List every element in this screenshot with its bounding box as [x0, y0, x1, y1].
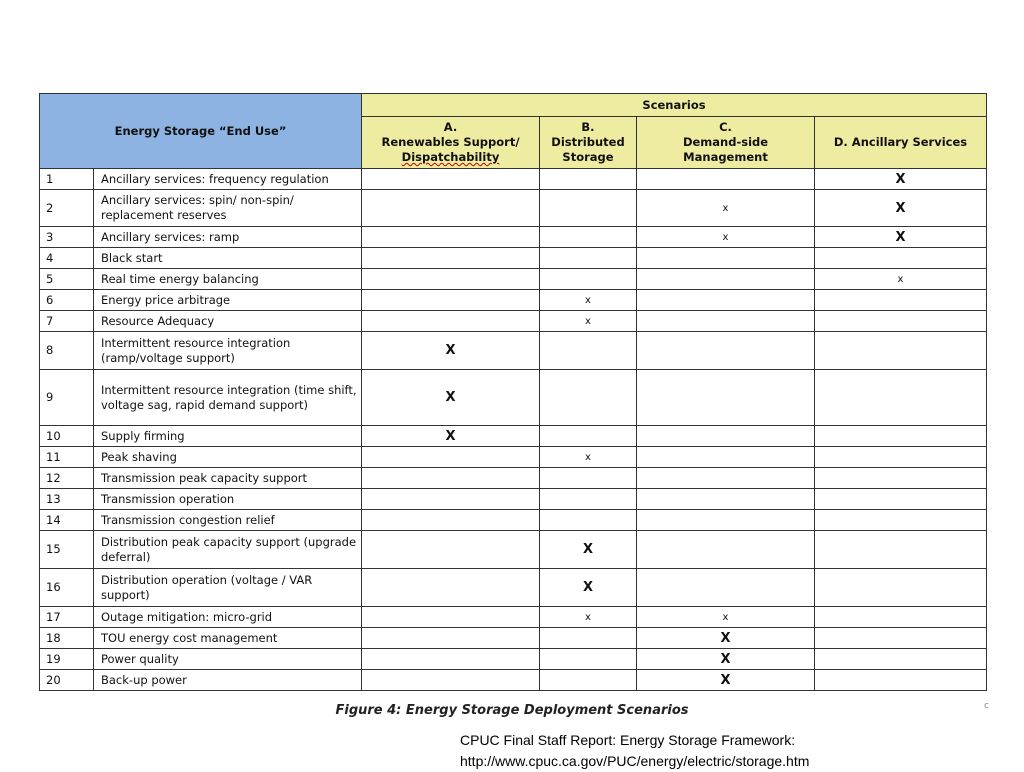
end-use-label: Outage mitigation: micro-grid	[94, 607, 362, 628]
scenario-cell-a	[362, 468, 540, 489]
scenario-cell-c	[637, 227, 815, 248]
scenario-column-header	[815, 117, 987, 169]
scenario-cell-b	[540, 269, 637, 290]
energy-storage-table	[39, 93, 987, 691]
scenario-cell-b	[540, 489, 637, 510]
end-use-label: Transmission operation	[94, 489, 362, 510]
check-mark: X	[445, 343, 456, 358]
table-row	[40, 531, 987, 569]
table-row	[40, 489, 987, 510]
scenario-cell-d	[815, 649, 987, 670]
check-mark: X	[720, 630, 731, 646]
scenario-cell-d	[815, 607, 987, 628]
table-row	[40, 426, 987, 447]
scenario-header-line: C.	[719, 120, 732, 134]
end-use-label: Transmission peak capacity support	[94, 468, 362, 489]
scenario-cell-c	[637, 649, 815, 670]
table-row	[40, 248, 987, 269]
check-mark: X	[895, 229, 906, 245]
scenario-cell-a	[362, 607, 540, 628]
scenario-cell-b	[540, 670, 637, 691]
scenario-cell-b	[540, 569, 637, 607]
row-number: 11	[40, 447, 94, 468]
scenario-cell-b	[540, 628, 637, 649]
scenario-cell-c	[637, 447, 815, 468]
scenario-cell-c	[637, 670, 815, 691]
scenario-cell-b	[540, 227, 637, 248]
scenario-cell-c	[637, 290, 815, 311]
scenario-cell-a	[362, 332, 540, 370]
check-mark: x	[585, 452, 591, 463]
table-row	[40, 169, 987, 190]
end-use-label: Intermittent resource integration (ramp/voltage support)	[94, 332, 362, 370]
scenario-cell-d	[815, 269, 987, 290]
table-row	[40, 628, 987, 649]
check-mark: X	[582, 580, 594, 595]
table-row	[40, 468, 987, 489]
source-line-2: http://www.cpuc.ca.gov/PUC/energy/electric/storage.htm	[460, 753, 810, 769]
source-citation	[460, 730, 809, 772]
scenario-column-header	[362, 117, 540, 169]
scenario-cell-d	[815, 628, 987, 649]
row-number: 13	[40, 489, 94, 510]
row-number: 12	[40, 468, 94, 489]
table-row	[40, 447, 987, 468]
check-mark: X	[895, 200, 906, 216]
table-row	[40, 670, 987, 691]
scenario-cell-a	[362, 628, 540, 649]
end-use-label: Supply firming	[94, 426, 362, 447]
figure-caption: Figure 4: Energy Storage Deployment Scenarios	[335, 703, 689, 718]
check-mark: X	[445, 390, 456, 405]
scenario-cell-c	[637, 426, 815, 447]
table-row	[40, 290, 987, 311]
scenario-cell-a	[362, 670, 540, 691]
scenario-cell-a	[362, 370, 540, 426]
end-use-label: Ancillary services: frequency regulation	[94, 169, 362, 190]
scenario-cell-d	[815, 227, 987, 248]
row-number: 3	[40, 227, 94, 248]
scenario-cell-a	[362, 269, 540, 290]
end-use-label: TOU energy cost management	[94, 628, 362, 649]
scenario-cell-d	[815, 169, 987, 190]
scenario-cell-d	[815, 468, 987, 489]
scenario-cell-b	[540, 248, 637, 269]
table-row	[40, 649, 987, 670]
scenario-cell-d	[815, 370, 987, 426]
scenario-cell-c	[637, 489, 815, 510]
scenario-header-line: A.	[443, 120, 458, 134]
scenario-cell-d	[815, 510, 987, 531]
row-number: 15	[40, 531, 94, 569]
scenario-cell-b	[540, 190, 637, 227]
scenario-cell-b	[540, 290, 637, 311]
scenario-cell-a	[362, 290, 540, 311]
table-body	[40, 169, 987, 691]
corner-mark: c	[984, 701, 989, 711]
row-number: 20	[40, 670, 94, 691]
scenario-cell-b	[540, 468, 637, 489]
scenario-cell-a	[362, 227, 540, 248]
scenario-cell-a	[362, 447, 540, 468]
scenario-cell-a	[362, 248, 540, 269]
scenario-cell-c	[637, 169, 815, 190]
row-number: 10	[40, 426, 94, 447]
scenario-cell-b	[540, 169, 637, 190]
check-mark: X	[582, 542, 594, 557]
scenario-cell-a	[362, 531, 540, 569]
row-number: 1	[40, 169, 94, 190]
scenario-cell-c	[637, 311, 815, 332]
scenario-header-line: Storage	[562, 150, 614, 164]
scenario-cell-a	[362, 311, 540, 332]
scenario-cell-a	[362, 489, 540, 510]
table-row	[40, 607, 987, 628]
source-line-1: CPUC Final Staff Report: Energy Storage Framework:	[460, 732, 796, 748]
end-use-label: Distribution peak capacity support (upgrade deferral)	[94, 531, 362, 569]
scenario-header-line: Renewables Support/	[381, 135, 520, 149]
check-mark: X	[720, 651, 731, 667]
scenario-header-line: Management	[683, 150, 768, 164]
table-row	[40, 332, 987, 370]
scenario-cell-a	[362, 169, 540, 190]
check-mark: X	[445, 428, 456, 444]
scenario-cell-d	[815, 489, 987, 510]
end-use-label: Black start	[94, 248, 362, 269]
check-mark: x	[585, 295, 591, 306]
scenario-cell-b	[540, 531, 637, 569]
scenario-cell-b	[540, 510, 637, 531]
scenario-cell-c	[637, 468, 815, 489]
scenario-cell-d	[815, 290, 987, 311]
scenario-header-line: B.	[581, 120, 595, 134]
scenario-cell-d	[815, 248, 987, 269]
check-mark: x	[585, 316, 591, 327]
row-number: 7	[40, 311, 94, 332]
table-row	[40, 190, 987, 227]
scenario-cell-d	[815, 447, 987, 468]
scenario-cell-d	[815, 670, 987, 691]
row-number: 19	[40, 649, 94, 670]
scenario-cell-a	[362, 190, 540, 227]
row-number: 9	[40, 370, 94, 426]
scenario-cell-b	[540, 447, 637, 468]
scenario-cell-c	[637, 190, 815, 227]
row-number: 5	[40, 269, 94, 290]
row-number: 17	[40, 607, 94, 628]
end-use-label: Transmission congestion relief	[94, 510, 362, 531]
scenario-header-line: Demand-side	[682, 135, 769, 149]
scenario-cell-b	[540, 332, 637, 370]
scenario-cell-d	[815, 531, 987, 569]
end-use-label: Intermittent resource integration (time shift, voltage sag, rapid demand support)	[94, 370, 362, 426]
scenario-cell-a	[362, 649, 540, 670]
end-use-label: Ancillary services: spin/ non-spin/ replacement reserves	[94, 190, 362, 227]
row-number: 2	[40, 190, 94, 227]
end-use-label: Resource Adequacy	[94, 311, 362, 332]
scenario-cell-c	[637, 332, 815, 370]
check-mark: x	[722, 612, 729, 623]
table-row	[40, 269, 987, 290]
scenario-cell-b	[540, 426, 637, 447]
end-use-header: Energy Storage “End Use”	[40, 94, 362, 169]
check-mark: x	[897, 274, 904, 285]
scenario-cell-c	[637, 628, 815, 649]
scenario-cell-c	[637, 269, 815, 290]
scenario-cell-a	[362, 569, 540, 607]
scenario-cell-c	[637, 531, 815, 569]
scenario-cell-c	[637, 607, 815, 628]
end-use-label: Energy price arbitrage	[94, 290, 362, 311]
row-number: 6	[40, 290, 94, 311]
table-row	[40, 510, 987, 531]
row-number: 16	[40, 569, 94, 607]
check-mark: X	[895, 171, 906, 187]
end-use-label: Peak shaving	[94, 447, 362, 468]
row-number: 18	[40, 628, 94, 649]
row-number: 4	[40, 248, 94, 269]
scenario-cell-c	[637, 248, 815, 269]
scenarios-header: Scenarios	[362, 94, 987, 117]
scenario-header-line: D. Ancillary Services	[833, 135, 968, 149]
end-use-label: Distribution operation (voltage / VAR support)	[94, 569, 362, 607]
scenario-cell-b	[540, 607, 637, 628]
scenario-cell-d	[815, 311, 987, 332]
check-mark: x	[722, 203, 729, 214]
check-mark: X	[720, 672, 731, 688]
check-mark: x	[585, 612, 591, 623]
table-row	[40, 311, 987, 332]
scenario-column-header	[540, 117, 637, 169]
end-use-label: Power quality	[94, 649, 362, 670]
scenario-cell-a	[362, 426, 540, 447]
scenario-cell-d	[815, 426, 987, 447]
scenario-cell-b	[540, 649, 637, 670]
scenario-cell-c	[637, 370, 815, 426]
end-use-label: Ancillary services: ramp	[94, 227, 362, 248]
end-use-label: Back-up power	[94, 670, 362, 691]
scenario-cell-d	[815, 569, 987, 607]
scenario-header-line: Dispatchability	[401, 150, 500, 164]
table-row	[40, 227, 987, 248]
row-number: 8	[40, 332, 94, 370]
scenario-cell-b	[540, 311, 637, 332]
scenario-header-line: Distributed	[551, 135, 625, 149]
table-row	[40, 370, 987, 426]
check-mark: x	[722, 232, 729, 243]
scenario-cell-a	[362, 510, 540, 531]
scenario-cell-d	[815, 190, 987, 227]
row-number: 14	[40, 510, 94, 531]
scenario-cell-d	[815, 332, 987, 370]
scenario-cell-c	[637, 510, 815, 531]
scenario-column-header	[637, 117, 815, 169]
scenario-cell-b	[540, 370, 637, 426]
end-use-label: Real time energy balancing	[94, 269, 362, 290]
scenario-cell-c	[637, 569, 815, 607]
table-row	[40, 569, 987, 607]
